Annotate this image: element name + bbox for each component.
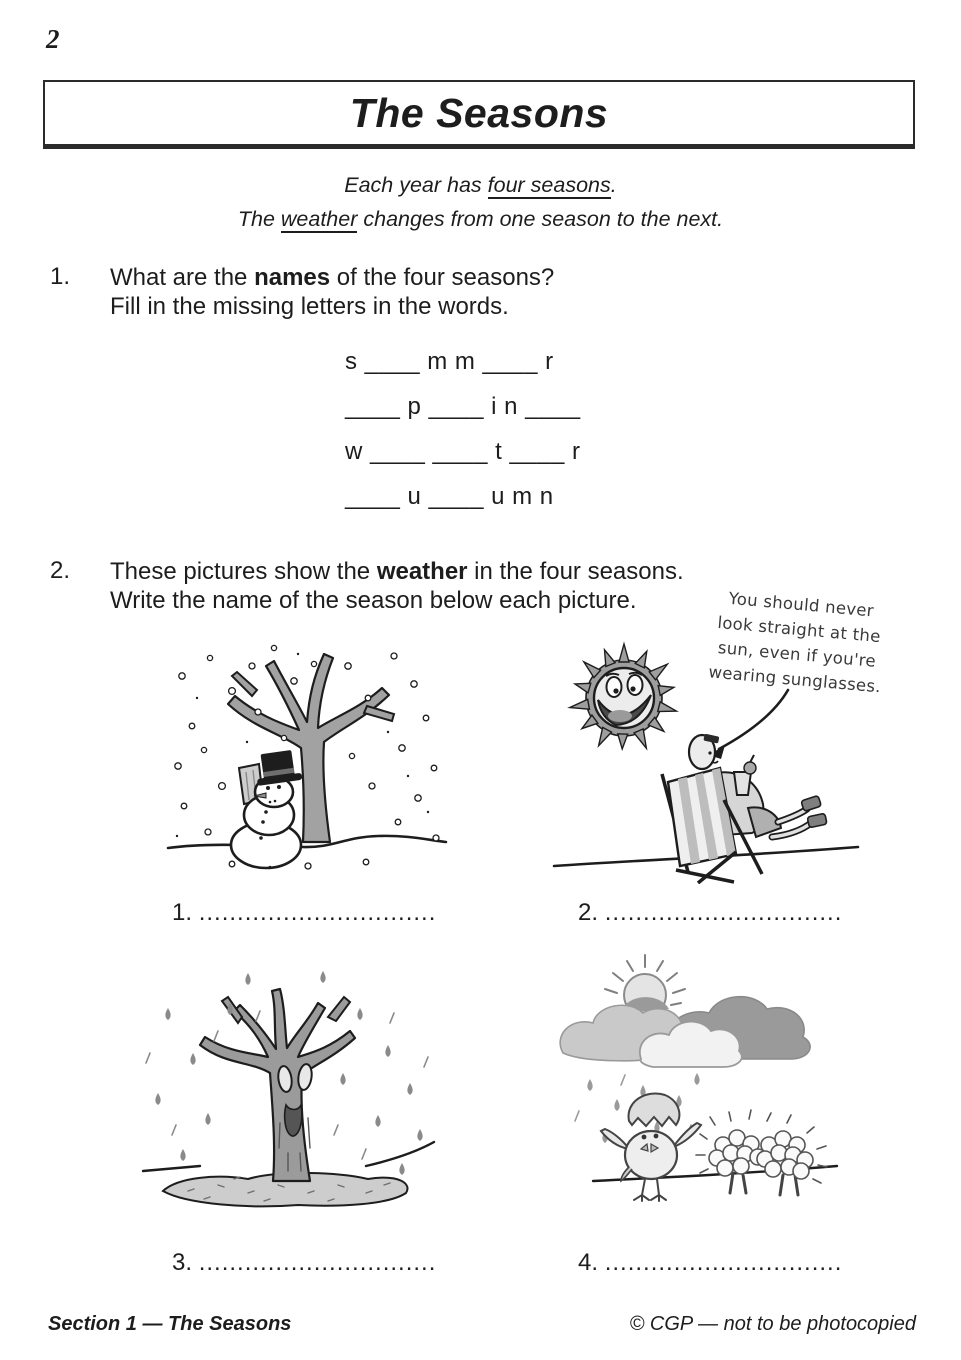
smiling-sun (569, 644, 678, 750)
page-number: 2 (46, 24, 60, 54)
tree-mouth (285, 1105, 302, 1136)
question-2-number: 2. (50, 557, 71, 584)
underlined-four-seasons: four seasons (487, 173, 611, 197)
answer-line-2: 2. ............................... (578, 899, 843, 926)
winter-snowman-scene (162, 636, 450, 874)
sunbather-on-deckchair (662, 734, 827, 883)
margin-note: You should never look straight at the sun, even if you're wearing sunglasses. (707, 588, 882, 697)
answer-line-1: 1. ............................... (172, 899, 437, 926)
answer-line-3: 3. ............................... (172, 1249, 437, 1276)
question-1-text: What are the names of the four seasons? Fill in the missing letters in the words. (110, 264, 555, 320)
ground-line (366, 1142, 434, 1166)
question-1-number: 1. (50, 263, 71, 290)
autumn-tree-rain-scene (138, 953, 438, 1218)
ground-line (143, 1166, 200, 1171)
page-footer (48, 1313, 916, 1336)
sandal (801, 795, 822, 811)
sandal (807, 813, 827, 828)
intro-line-2: The weather changes from one season to the next. (237, 207, 724, 231)
top-hat (254, 749, 303, 786)
eggshell-cap (629, 1093, 680, 1126)
fill-in-word-spring: ____ p ____ i n ____ (345, 393, 581, 420)
flower-bushes (696, 1110, 827, 1195)
intro-line-1: Each year has four seasons. (344, 173, 617, 197)
question-2-text: These pictures show the weather in the four seasons. Write the name of the season below each picture. (110, 558, 684, 614)
answer-line-4: 4. ............................... (578, 1249, 843, 1276)
footer-copyright: © CGP — not to be photocopied (629, 1313, 916, 1335)
underlined-weather: weather (280, 207, 358, 231)
spring-chick-flowers-scene (545, 953, 845, 1218)
fill-in-word-summer: s ____ m m ____ r (345, 348, 554, 375)
page-title: The Seasons (349, 89, 609, 136)
intro-text (0, 168, 961, 236)
footer-section-label: Section 1 — The Seasons (48, 1313, 292, 1335)
fill-in-word-winter: w ____ ____ t ____ r (345, 438, 581, 465)
fill-in-word-autumn: ____ u ____ u m n (345, 483, 554, 510)
title-box (43, 80, 915, 149)
summer-sun-deckchair-scene (552, 632, 862, 884)
